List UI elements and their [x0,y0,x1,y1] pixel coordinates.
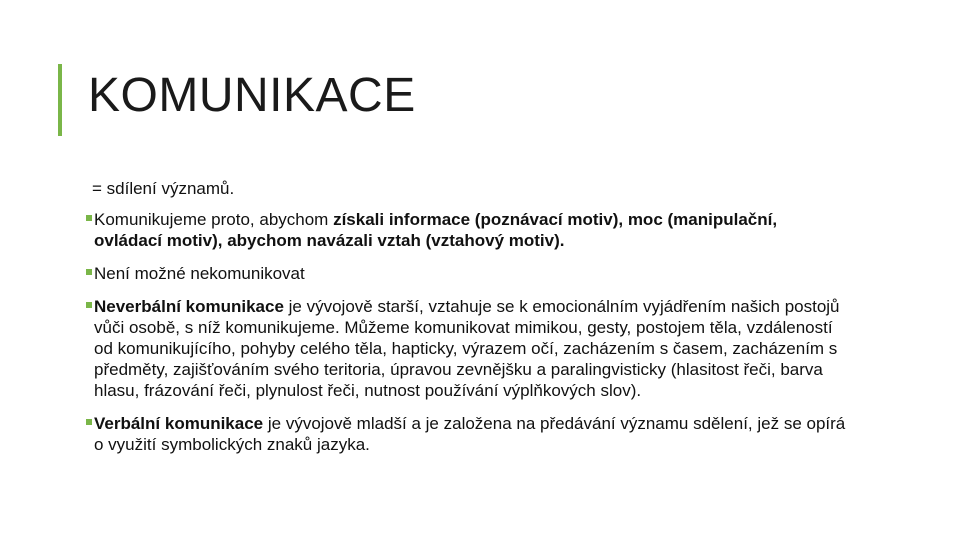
bullet-item [86,209,846,251]
square-bullet-icon [86,419,92,425]
bullet-text-part: je vývojově mladší a je založena na předávání významu sdělení, jež se opírá o využití symbolických znaků jazyka. [94,414,846,454]
bullet-text [94,263,846,284]
square-bullet-icon [86,215,92,221]
slide-body [86,178,846,467]
intro-definition: = sdílení významů. [92,179,235,198]
bullet-text-part: Není možné nekomunikovat [94,264,305,283]
slide-title: KOMUNIKACE [88,69,416,122]
bullet-text [94,209,846,251]
bullet-item [86,296,846,401]
bullet-text-part-bold: získali informace (poznávací motiv), moc (manipulační, ovládací motiv), abychom navázali vztah (vztahový motiv). [94,210,778,250]
bullet-text-part: Komunikujeme proto, abychom [94,210,334,229]
bullet-text-part-bold: Neverbální komunikace [94,297,284,316]
bullet-text-part-bold: Verbální komunikace [94,414,264,433]
square-bullet-icon [86,302,92,308]
bullet-text [94,413,846,455]
bullet-item [86,263,846,284]
bullet-item [86,413,846,455]
bullet-text-part: je vývojově starší, vztahuje se k emocionálním vyjádřením našich postojů vůči osobě, s níž komunikujeme. Můžeme komunikovat mimikou, gesty, postojem těla, vzdáleností od komunikujícího, pohyby celého těla, hapticky, výrazem očí, zacházením s časem, zacházením s předměty, zajišťováním svého teritoria, úpravou zevnějšku a paralingvisticky (hlasitost řeči, barva hlasu, frázování řeči, plynulost řeči, nutnost používání výplňkových slov). [94,297,840,400]
square-bullet-icon [86,269,92,275]
bullet-text [94,296,846,401]
title-accent-bar [58,64,62,136]
